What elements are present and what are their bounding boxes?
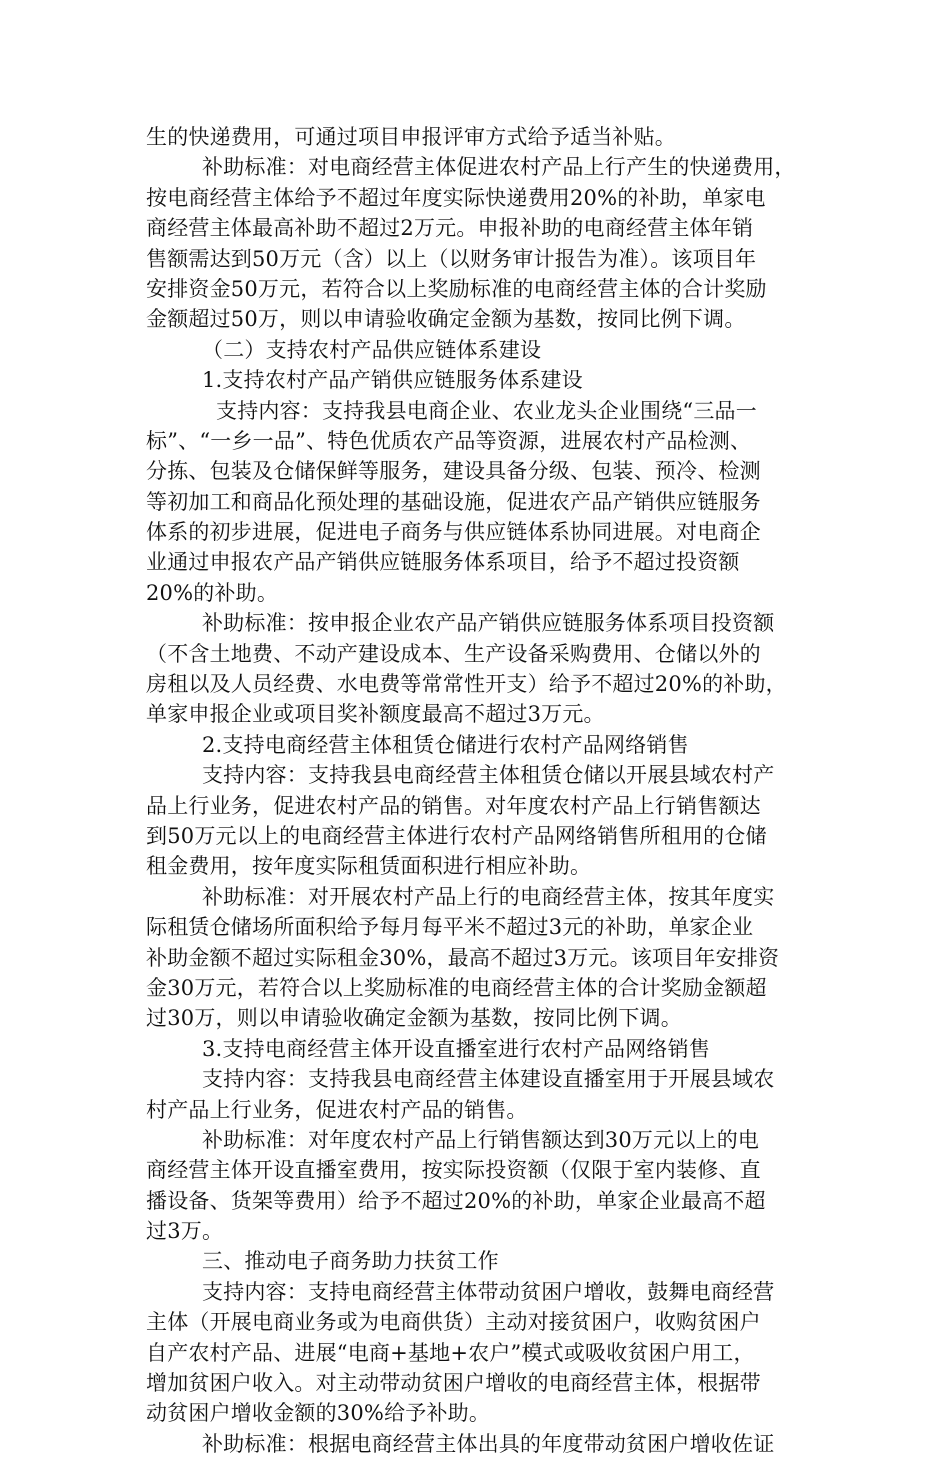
text-line-16: 20%的补助。 <box>146 580 279 605</box>
text-line-28: 补助金额不超过实际租金30%，最高不超过3万元。该项目年安排资 <box>146 945 780 970</box>
text-line-35: 商经营主体开设直播室费用，按实际投资额（仅限于室内装修、直 <box>146 1158 761 1183</box>
text-line-22: 支持内容：支持我县电商经营主体租赁仓储以开展县域农村产 <box>202 763 775 788</box>
text-line-41: 自产农村产品、进展“电商+基地+农户”模式或吸收贫困户用工， <box>146 1340 755 1365</box>
text-line-26: 补助标准：对开展农村产品上行的电商经营主体，按其年度实 <box>202 884 775 909</box>
text-line-30: 过30万，则以申请验收确定金额为基数，按同比例下调。 <box>146 1006 682 1031</box>
section-heading-3: 三、推动电子商务助力扶贫工作 <box>202 1249 499 1274</box>
text-line-3: 按电商经营主体给予不超过年度实际快递费用20%的补助，单家电 <box>146 185 766 210</box>
subsection-heading-1: 1.支持农村产品产销供应链服务体系建设 <box>202 368 583 393</box>
text-line-11: 标”、“一乡一品”、特色优质农产品等资源，进展农村产品检测、 <box>146 428 752 453</box>
text-line-36: 播设备、货架等费用）给予不超过20%的补助，单家企业最高不超 <box>146 1188 766 1213</box>
text-line-24: 到50万元以上的电商经营主体进行农村产品网络销售所租用的仓储 <box>146 823 767 848</box>
text-line-13: 等初加工和商品化预处理的基础设施，促进农产品产销供应链服务 <box>146 489 761 514</box>
text-line-4: 商经营主体最高补助不超过2万元。申报补助的电商经营主体年销 <box>146 216 754 241</box>
text-line-15: 业通过申报农产品产销供应链服务体系项目，给予不超过投资额 <box>146 550 740 575</box>
text-line-19: 房租以及人员经费、水电费等常常性开支）给予不超过20%的补助， <box>146 672 787 697</box>
text-line-32: 支持内容：支持我县电商经营主体建设直播室用于开展县域农 <box>202 1067 775 1092</box>
text-line-23: 品上行业务，促进农村产品的销售。对年度农村产品上行销售额达 <box>146 793 761 818</box>
text-line-12: 分拣、包装及仓储保鲜等服务，建设具备分级、包装、预冷、检测 <box>146 459 761 484</box>
text-line-44: 补助标准：根据电商经营主体出具的年度带动贫困户增收佐证 <box>202 1431 775 1456</box>
text-line-40: 主体（开展电商业务或为电商供货）主动对接贫困户，收购贫困户 <box>146 1310 761 1335</box>
text-line-6: 安排资金50万元，若符合以上奖励标准的电商经营主体的合计奖励 <box>146 276 767 301</box>
text-line-33: 村产品上行业务，促进农村产品的销售。 <box>146 1097 528 1122</box>
section-heading-2: （二）支持农村产品供应链体系建设 <box>202 337 542 362</box>
text-line-43: 动贫困户增收金额的30%给予补助。 <box>146 1401 491 1426</box>
text-line-1: 生的快递费用，可通过项目申报评审方式给予适当补贴。 <box>146 125 676 149</box>
text-line-34: 补助标准：对年度农村产品上行销售额达到30万元以上的电 <box>202 1127 760 1152</box>
subsection-heading-2: 2.支持电商经营主体租赁仓储进行农村产品网络销售 <box>202 732 689 757</box>
document-page <box>146 122 806 1459</box>
text-line-29: 金30万元，若符合以上奖励标准的电商经营主体的合计奖励金额超 <box>146 975 767 1000</box>
text-line-7: 金额超过50万，则以申请验收确定金额为基数，按同比例下调。 <box>146 307 746 332</box>
text-line-10: 支持内容：支持我县电商企业、农业龙头企业围绕“三品一 <box>216 398 757 423</box>
text-line-42: 增加贫困户收入。对主动带动贫困户增收的电商经营主体，根据带 <box>146 1371 761 1396</box>
subsection-heading-3: 3.支持电商经营主体开设直播室进行农村产品网络销售 <box>202 1036 711 1061</box>
text-line-14: 体系的初步进展，促进电子商务与供应链体系协同进展。对电商企 <box>146 520 761 545</box>
text-line-20: 单家申报企业或项目奖补额度最高不超过3万元。 <box>146 702 605 727</box>
text-line-5: 售额需达到50万元（含）以上（以财务审计报告为准）。该项目年 <box>146 246 757 271</box>
text-line-2: 补助标准：对电商经营主体促进农村产品上行产生的快递费用， <box>202 155 796 180</box>
text-line-27: 际租赁仓储场所面积给予每月每平米不超过3元的补助，单家企业 <box>146 915 754 940</box>
text-line-18: （不含土地费、不动产建设成本、生产设备采购费用、仓储以外的 <box>146 641 761 666</box>
text-line-25: 租金费用，按年度实际租赁面积进行相应补助。 <box>146 854 592 879</box>
text-line-37: 过3万。 <box>146 1219 224 1244</box>
text-line-17: 补助标准：按申报企业农产品产销供应链服务体系项目投资额 <box>202 611 775 636</box>
text-line-39: 支持内容：支持电商经营主体带动贫困户增收，鼓舞电商经营 <box>202 1279 775 1304</box>
